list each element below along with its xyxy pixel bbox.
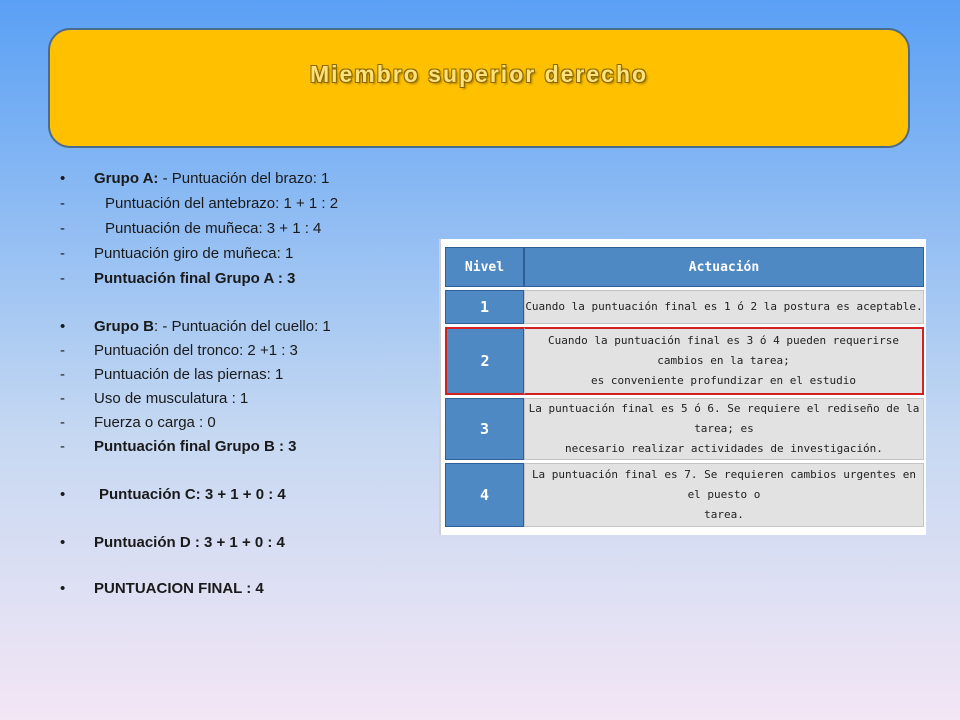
- puntuacion-d: • Puntuación D : 3 + 1 + 0 : 4: [60, 534, 285, 551]
- group-a-item: - Puntuación giro de muñeca: 1: [60, 245, 294, 262]
- group-b-header: • Grupo B: - Puntuación del cuello: 1: [60, 318, 331, 335]
- header-actuacion: Actuación: [524, 247, 924, 287]
- puntuacion-final: • PUNTUACION FINAL : 4: [60, 580, 264, 597]
- nivel-cell: 3: [445, 398, 524, 460]
- table-row: [445, 398, 924, 460]
- nivel-cell: 1: [445, 290, 524, 324]
- table-row: [445, 463, 924, 527]
- table-row-highlighted: [445, 327, 924, 395]
- group-b-final: - Puntuación final Grupo B : 3: [60, 438, 297, 455]
- group-b-item: - Uso de musculatura : 1: [60, 390, 249, 407]
- table-row: [445, 290, 924, 324]
- header-nivel: Nivel: [445, 247, 524, 287]
- action-level-table: [439, 239, 926, 535]
- actuacion-cell: Cuando la puntuación final es 3 ó 4 pueden requerirse cambios en la tarea; es conveniente profundizar en el estudio: [524, 327, 924, 395]
- actuacion-cell: La puntuación final es 7. Se requieren cambios urgentes en el puesto o tarea.: [524, 463, 924, 527]
- group-a-item: - Puntuación de muñeca: 3 + 1 : 4: [60, 220, 322, 237]
- puntuacion-c: • Puntuación C: 3 + 1 + 0 : 4: [60, 486, 286, 503]
- group-a-final: - Puntuación final Grupo A : 3: [60, 270, 296, 287]
- group-a-item: - Puntuación del antebrazo: 1 + 1 : 2: [60, 195, 339, 212]
- title-banner: [48, 28, 910, 148]
- group-b-item: - Fuerza o carga : 0: [60, 414, 216, 431]
- reba-table: [445, 244, 924, 530]
- table-header-row: [445, 247, 924, 287]
- group-a-header: • Grupo A: - Puntuación del brazo: 1: [60, 170, 330, 187]
- actuacion-cell: La puntuación final es 5 ó 6. Se requiere el rediseño de la tarea; es necesario realizar actividades de investigación.: [524, 398, 924, 460]
- nivel-cell: 4: [445, 463, 524, 527]
- group-b-item: - Puntuación del tronco: 2 +1 : 3: [60, 342, 298, 359]
- nivel-cell: 2: [445, 327, 524, 395]
- actuacion-cell: Cuando la puntuación final es 1 ó 2 la postura es aceptable.: [524, 290, 924, 324]
- slide-title: Miembro superior derecho: [309, 60, 649, 87]
- group-b-item: - Puntuación de las piernas: 1: [60, 366, 284, 383]
